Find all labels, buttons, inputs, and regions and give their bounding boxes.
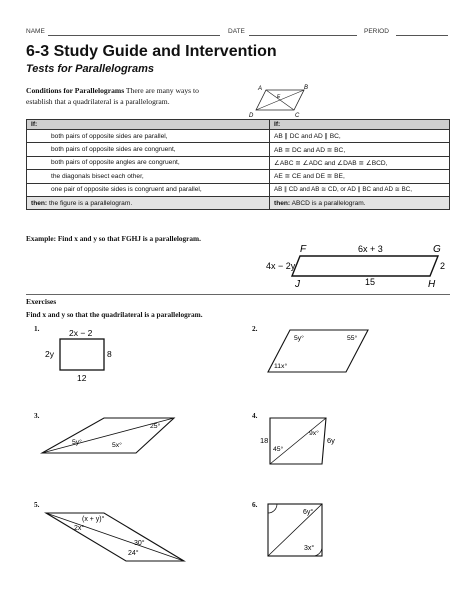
table-cell: ∠ABC ≅ ∠ADC and ∠DAB ≅ ∠BCD,: [270, 156, 450, 169]
exercise-1-number: 1.: [34, 324, 40, 333]
table-footer-row: [27, 196, 450, 209]
conditions-text: There are many ways to: [125, 86, 199, 95]
fghj-figure: [262, 240, 452, 290]
ex6-angle-label: 3x°: [304, 545, 315, 552]
label-left: 4x − 2y: [266, 261, 296, 271]
table-head-right: If:: [270, 120, 450, 130]
period-label: PERIOD: [364, 28, 389, 35]
period-line[interactable]: [396, 35, 448, 36]
table-cell: AB ∥ DC and AD ∥ BC,: [270, 130, 450, 143]
table-cell: both pairs of opposite sides are parallel,: [27, 130, 270, 143]
table-header-row: [27, 120, 450, 130]
ex2-angle-label: 5y°: [294, 335, 304, 342]
ex5-angle-label: (x + y)°: [82, 516, 105, 523]
name-label: NAME: [26, 28, 45, 35]
ex1-top-label: 2x − 2: [69, 328, 93, 338]
page-subtitle: Tests for Parallelograms: [26, 63, 154, 75]
conditions-heading: Conditions for Parallelograms: [26, 86, 125, 95]
table-row: [27, 130, 450, 143]
parallelogram-abcd-figure: [244, 82, 310, 118]
table-row: [27, 143, 450, 156]
ex1-bottom-label: 12: [77, 373, 87, 383]
table-row: [27, 170, 450, 183]
label-f: F: [300, 244, 307, 255]
ex5-angle-label: 30°: [134, 540, 145, 547]
label-j: J: [295, 279, 300, 290]
exercise-5-number: 5.: [34, 500, 40, 509]
exercise-3-number: 3.: [34, 411, 40, 420]
table-cell: AB ∥ CD and AB ≅ CD, or AD ∥ BC and AD ≅ BC,: [270, 183, 450, 196]
ex1-right-label: 8: [107, 349, 112, 359]
ex2-angle-label: 55°: [347, 335, 358, 342]
exercise-3-figure: [40, 413, 180, 459]
ex5-angle-label: 24°: [128, 550, 139, 557]
exercise-4-number: 4.: [252, 411, 258, 420]
table-cell: ABCD is a parallelogram.: [291, 199, 366, 207]
angle-arc-icon: [268, 504, 277, 513]
example-text: Find x and y so that FGHJ is a parallelogram.: [57, 234, 201, 243]
conditions-table: [26, 119, 450, 210]
rectangle-shape: [60, 339, 104, 370]
label-h: H: [428, 279, 436, 290]
table-row: [27, 156, 450, 169]
ex1-left-label: 2y: [45, 349, 54, 359]
ex4-angle-label: 9x°: [309, 430, 319, 437]
table-cell: AB ≅ DC and AD ≅ BC,: [270, 143, 450, 156]
table-cell: both pairs of opposite sides are congruent,: [27, 143, 270, 156]
label-e: E: [277, 94, 281, 100]
date-line[interactable]: [249, 35, 357, 36]
name-line[interactable]: [48, 35, 220, 36]
exercises-instruction: Find x and y so that the quadrilateral is a parallelogram.: [26, 310, 203, 319]
diagonal-line: [270, 418, 326, 464]
label-c: C: [295, 113, 300, 118]
conditions-text-2: establish that a quadrilateral is a parallelogram.: [26, 97, 170, 106]
ex3-angle-label: 5y°: [72, 439, 82, 446]
ex4-angle-label: 45°: [273, 446, 284, 453]
section-divider: [26, 294, 450, 295]
example-label: Example:: [26, 234, 56, 243]
exercise-6-number: 6.: [252, 500, 258, 509]
table-cell: AE ≅ CE and DE ≅ BE,: [270, 170, 450, 183]
label-b: B: [304, 85, 309, 91]
ex4-side-label: 18: [260, 436, 269, 445]
table-cell: the diagonals bisect each other,: [27, 170, 270, 183]
ex4-side-label: 6y: [327, 436, 335, 445]
label-g: G: [433, 244, 441, 255]
exercise-2-number: 2.: [252, 324, 258, 333]
example-prompt: [26, 234, 201, 243]
exercise-5-figure: [38, 505, 188, 567]
table-head-left: If:: [27, 120, 270, 130]
table-cell: the figure is a parallelogram.: [48, 199, 133, 207]
label-bottom: 15: [365, 277, 376, 287]
page-title: 6-3 Study Guide and Intervention: [26, 43, 277, 60]
table-cell: both pairs of opposite angles are congruent,: [27, 156, 270, 169]
date-label: DATE: [228, 28, 245, 35]
ex5-angle-label: 2x°: [74, 525, 85, 532]
ex3-angle-label: 25°: [150, 423, 161, 430]
table-cell: one pair of opposite sides is congruent and parallel,: [27, 183, 270, 196]
then-label: then:: [31, 199, 48, 207]
angle-arc-icon: [313, 547, 322, 556]
exercise-1-figure: [40, 326, 120, 388]
conditions-paragraph: [26, 86, 256, 95]
exercise-6-figure: [262, 500, 326, 562]
label-top: 6x + 3: [358, 244, 383, 254]
exercise-4-figure: [256, 410, 346, 470]
label-d: D: [249, 113, 254, 118]
label-a: A: [258, 86, 263, 92]
ex3-angle-label: 5x°: [112, 442, 122, 449]
diagonal-ac: [266, 90, 294, 110]
label-right: 2: [440, 261, 446, 271]
exercises-heading: Exercises: [26, 297, 57, 306]
table-row: [27, 183, 450, 196]
fghj-outline: [292, 256, 438, 276]
ex6-angle-label: 6y°: [303, 509, 314, 516]
ex2-angle-label: 11x°: [274, 363, 288, 370]
exercise-2-figure: [262, 326, 374, 376]
then-label: then:: [274, 199, 291, 207]
